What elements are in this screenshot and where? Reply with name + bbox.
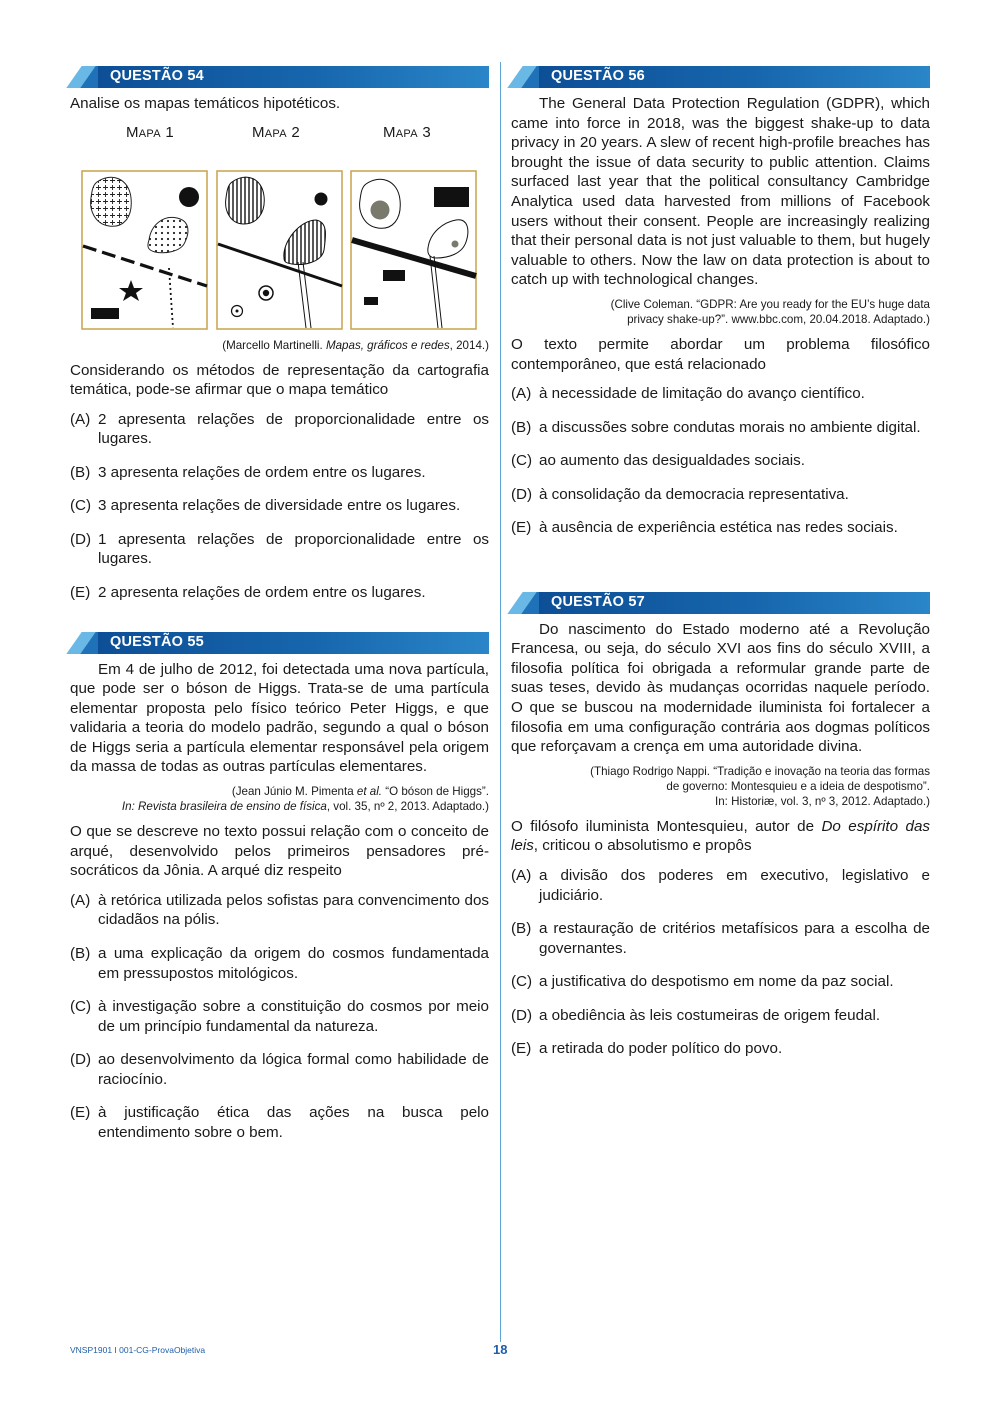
map-1 [81,170,208,330]
source-line: privacy shake-up?”. www.bbc.com, 20.04.2018. Adaptado.) [627,312,930,326]
option-d[interactable] [70,530,489,569]
question-54-source: (Marcello Martinelli. Mapas, gráficos e redes, 2014.) [222,338,489,352]
option-letter: (E) [70,1104,91,1122]
option-text: à justificação ética das ações na busca pelo entendimento sobre o bem. [98,1104,489,1141]
option-e[interactable] [70,1103,489,1142]
map-3-title: Mapa 3 [383,123,431,141]
source-line: (Clive Coleman. “GDPR: Are you ready for the EU’s huge data [610,297,930,311]
question-number: QUESTÃO 54 [110,68,204,84]
option-c[interactable] [70,496,489,516]
question-57-header [511,590,930,614]
option-letter: (D) [70,530,92,548]
stem-text: O filósofo iluminista Montesquieu, autor de [511,817,822,835]
option-letter: (A) [70,891,91,909]
option-c[interactable] [511,451,930,471]
question-number: QUESTÃO 56 [551,68,645,84]
option-d[interactable] [70,1050,489,1089]
option-text: a obediência às leis costumeiras de origem feudal. [539,1006,881,1024]
option-d[interactable] [511,1006,930,1026]
option-letter: (E) [511,519,532,537]
source-line: In: Historiæ, vol. 3, nº 3, 2012. Adaptado.) [715,794,930,808]
map-2 [216,170,343,330]
question-56-source [511,297,930,327]
option-letter: (B) [70,944,91,962]
option-text: a divisão dos poderes em executivo, legislativo e judiciário. [539,867,930,904]
option-e[interactable] [511,1039,930,1059]
option-letter: (C) [70,998,92,1015]
question-54-options [70,410,489,603]
option-a[interactable] [70,891,489,930]
option-d[interactable] [511,485,930,505]
question-57-stem [511,817,930,856]
question-54-intro: Analise os mapas temáticos hipotéticos. [70,95,341,112]
option-text: a retirada do poder político do povo. [539,1040,783,1058]
option-text: a uma explicação da origem do cosmos fundamentada em pressupostos mitológicos. [98,944,489,982]
question-56-stem: O texto permite abordar um problema filosófico contemporâneo, que está relacionado [511,335,930,373]
question-55-header [70,630,489,654]
option-e[interactable] [70,583,489,603]
column-divider [500,62,501,1342]
question-number: QUESTÃO 55 [110,633,204,650]
stem-text: , criticou o absolutismo e propôs [533,837,752,855]
question-57-source [511,764,930,809]
question-55-text: Em 4 de julho de 2012, foi detectada uma nova partícula, que pode ser o bóson de Higgs. Trata-se de uma partícula elementar proposta pelo físico teórico Peter Higgs, e que validaria a teoria do modelo padrão, segundo a qual o bóson de Higgs seria a partícula elementar responsável pela origem da massa de todas as outras partículas elementares. [70,660,489,776]
option-text: a discussões sobre condutas morais no ambiente digital. [539,418,921,436]
option-letter: (D) [70,1051,92,1069]
option-letter: (C) [70,497,92,515]
option-letter: (A) [511,867,532,884]
option-text: à ausência de experiência estética nas redes sociais. [539,519,898,537]
question-57-text: Do nascimento do Estado moderno até a Revolução Francesa, ou seja, do século XVI aos fins do século XVIII, a filosofia política foi obrigada a reformular grande parte de suas teses, devido às mudanças ocorridas naquele período. O que se buscou na modernidade iluminista foi fortalecer a filosofia em uma configuração contrária aos dogmas políticos que reforçavam a crença em uma autoridade divina. [511,620,930,756]
option-a[interactable] [511,866,930,905]
option-letter: (B) [511,418,532,436]
option-text: à retórica utilizada pelos sofistas para convencimento dos cidadãos na pólis. [98,891,489,929]
option-text: 1 apresenta relações de proporcionalidade entre os lugares. [98,530,489,568]
option-text: à investigação sobre a constituição do cosmos por meio de um princípio fundamental da natureza. [98,998,489,1035]
footer-exam-code: VNSP1901 I 001-CG-ProvaObjetiva [70,1345,206,1355]
option-letter: (C) [511,452,533,470]
question-56-text: The General Data Protection Regulation (GDPR), which came into force in 2018, was the biggest shake-up to data privacy in 20 years. A slew of recent high-profile breaches has brought the issue of data security to public attention. Claims surfaced last year that the political consultancy Cambridge Analytica used data harvested from millions of Facebook users without their consent. People are increasingly realizing that their personal data is not just valuable to them, but hugely valuable to others. Now the law on data protection is about to catch up with technological changes. [511,95,930,289]
option-letter: (A) [70,410,91,428]
question-55-stem: O que se descreve no texto possui relação com o conceito de arqué, desenvolvido pelos primeiros pensadores pré-socráticos da Jônia. A arqué diz respeito [70,823,489,880]
option-text: 2 apresenta relações de proporcionalidade entre os lugares. [98,410,489,448]
map-3 [350,170,477,330]
source-line: (Thiago Rodrigo Nappi. “Tradição e inovação na teoria das formas [590,764,930,778]
option-e[interactable] [511,518,930,538]
option-text: à consolidação da democracia representativa. [539,485,849,503]
question-55-options [70,891,489,1143]
option-letter: (B) [511,920,532,938]
question-54-header [70,64,489,88]
option-text: 3 apresenta relações de diversidade entre os lugares. [98,497,461,515]
option-b[interactable] [70,944,489,983]
option-letter: (E) [511,1040,532,1058]
option-letter: (A) [511,385,532,403]
option-letter: (B) [70,463,91,481]
option-text: ao aumento das desigualdades sociais. [539,452,805,470]
option-a[interactable] [511,384,930,404]
option-text: a justificativa do despotismo em nome da paz social. [539,973,894,991]
option-letter: (D) [511,1006,533,1024]
question-54-stem: Considerando os métodos de representação da cartografia temática, pode-se afirmar que o mapa temático [70,361,489,399]
question-57-options [511,866,930,1059]
book-title: Do espírito das leis [511,817,930,855]
option-c[interactable] [511,972,930,992]
option-b[interactable] [511,919,930,958]
left-column [70,64,489,1156]
option-text: ao desenvolvimento da lógica formal como habilidade de raciocínio. [98,1051,489,1088]
right-column [511,64,930,1073]
option-letter: (E) [70,583,91,601]
option-b[interactable] [70,463,489,483]
source-line: de governo: Montesquieu e a ideia de despotismo”. [666,779,930,793]
option-text: a restauração de critérios metafísicos para a escolha de governantes. [539,920,930,957]
question-number: QUESTÃO 57 [551,593,645,610]
option-c[interactable] [70,997,489,1036]
page-number: 18 [493,1342,508,1357]
option-a[interactable] [70,410,489,449]
map-1-title: Mapa 1 [126,123,174,141]
thematic-maps-figure [70,114,489,334]
option-letter: (D) [511,485,533,503]
option-text: 2 apresenta relações de ordem entre os lugares. [98,583,426,601]
question-56-header [511,64,930,88]
option-text: à necessidade de limitação do avanço científico. [539,385,865,403]
question-56-options [511,384,930,538]
map-2-title: Mapa 2 [252,123,300,141]
question-55-source: (Jean Júnio M. Pimenta et al. “O bóson de Higgs”. In: Revista brasileira de ensino de física, vol. 35, nº 2, 2013. Adaptado.) [121,785,489,814]
option-text: 3 apresenta relações de ordem entre os lugares. [98,463,426,481]
option-letter: (C) [511,973,533,991]
option-b[interactable] [511,418,930,438]
